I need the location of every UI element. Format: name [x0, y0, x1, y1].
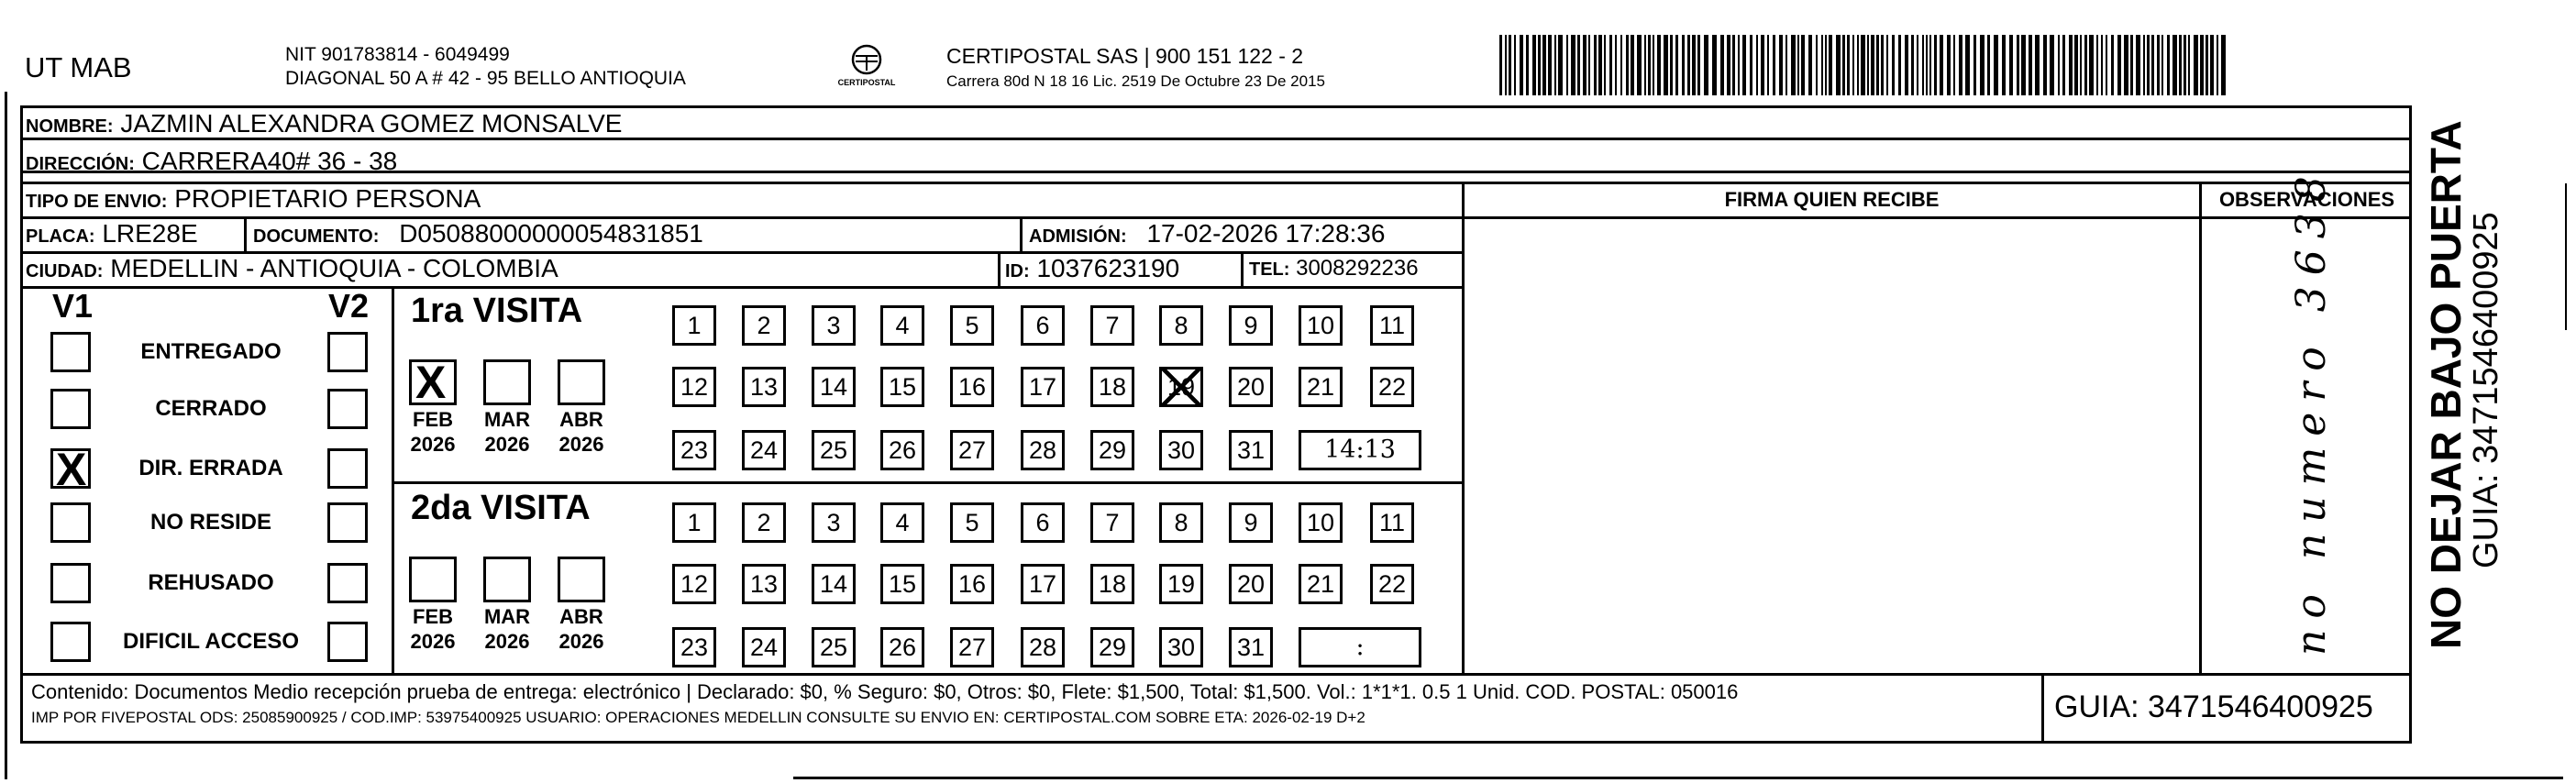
plate-cell	[26, 218, 198, 252]
barcode-bar	[1514, 35, 1516, 95]
signature-area[interactable]	[1467, 218, 2196, 671]
barcode-bar	[1816, 35, 1818, 95]
barcode-bar	[1825, 35, 1827, 95]
barcode-bar	[1905, 35, 1908, 95]
barcode-bar	[2058, 35, 2060, 95]
plate-label: PLACA:	[26, 226, 95, 247]
barcode-bar	[1712, 35, 1717, 95]
shipping-type-row	[26, 183, 481, 217]
barcode-bar	[1631, 35, 1634, 95]
day-box[interactable]: 24	[742, 627, 786, 667]
barcode-bar	[1692, 35, 1696, 95]
day-box[interactable]: 24	[742, 430, 786, 470]
tel-cell	[1249, 253, 1419, 285]
v1-checkbox[interactable]	[50, 332, 91, 372]
barcode-bar	[1526, 35, 1529, 95]
footer-guia: GUIA: 3471546400925	[2054, 689, 2373, 724]
barcode-bar	[1886, 35, 1888, 95]
month-label: MAR	[483, 605, 531, 628]
day-box[interactable]: 1	[672, 305, 716, 346]
day-box[interactable]: 16	[950, 367, 994, 407]
day-box[interactable]: 6	[1021, 305, 1065, 346]
barcode-bar	[1637, 35, 1642, 95]
v1-checkbox[interactable]	[50, 563, 91, 603]
day-box[interactable]: 18	[1090, 564, 1134, 604]
barcode-bar	[1542, 35, 1546, 95]
recipient-name-row	[26, 108, 622, 142]
admission-value: 17-02-2026 17:28:36	[1146, 219, 1386, 248]
barcode-bar	[1842, 35, 1845, 95]
day-box[interactable]: 17	[1021, 367, 1065, 407]
city-label: CIUDAD:	[26, 261, 104, 281]
barcode-bar	[2002, 35, 2006, 95]
barcode-bar	[1898, 35, 1901, 95]
month-checkbox[interactable]	[483, 359, 531, 405]
day-box[interactable]: 4	[880, 502, 924, 543]
barcode-bar	[1742, 35, 1746, 95]
status-label: CERRADO	[155, 396, 267, 421]
barcode-bar	[1675, 35, 1678, 95]
day-box[interactable]: 13	[742, 564, 786, 604]
day-box[interactable]: 21	[1299, 564, 1343, 604]
month-year-label: 2026	[410, 433, 456, 456]
check-mark: X	[56, 444, 87, 495]
barcode-bar	[1750, 35, 1752, 95]
barcode-bar	[1881, 35, 1884, 95]
barcode-bar	[1704, 35, 1708, 95]
footer-line-1: Contenido: Documentos Medio recepción prueba de entrega: electrónico | Declarado: $0, % Seguro: $0, Otros: $0, Flete: $1,500, Total: $1,500. Vol.: 1*1*1. 0.5 1 Unid. COD. POSTAL: 050016	[31, 680, 1739, 703]
barcode-bar	[1648, 35, 1651, 95]
day-box[interactable]: 22	[1370, 367, 1414, 407]
month-checkbox[interactable]	[483, 557, 531, 602]
barcode-bar	[2084, 35, 2087, 95]
barcode-bar	[1965, 35, 1970, 95]
day-box[interactable]: 2	[742, 502, 786, 543]
company-name: UT MAB	[25, 51, 132, 83]
barcode-bar	[2188, 35, 2190, 95]
barcode-bar	[2069, 35, 2073, 95]
v2-checkbox[interactable]	[327, 389, 368, 429]
v2-checkbox[interactable]	[327, 502, 368, 543]
day-box[interactable]: 29	[1090, 627, 1134, 667]
day-box[interactable]: 14	[812, 367, 856, 407]
status-label: DIR. ERRADA	[138, 456, 283, 480]
v2-checkbox[interactable]	[327, 563, 368, 603]
month-checkbox[interactable]	[558, 359, 605, 405]
barcode-bar	[2080, 35, 2082, 95]
barcode-bar	[2151, 35, 2154, 95]
barcode-bar	[1670, 35, 1673, 95]
month-label: ABR	[559, 605, 603, 628]
barcode-bar	[1973, 35, 1976, 95]
status-label: ENTREGADO	[140, 339, 282, 364]
barcode-bar	[1761, 35, 1764, 95]
month-year-label: 2026	[484, 630, 530, 653]
barcode-bar	[1505, 35, 1507, 95]
barcode-bar	[1953, 35, 1955, 95]
barcode-bar	[2143, 35, 2145, 95]
barcode-bar	[1520, 35, 1523, 95]
day-box[interactable]: 17	[1021, 564, 1065, 604]
city-cell	[26, 253, 558, 287]
day-box[interactable]: 14	[812, 564, 856, 604]
day-box[interactable]: 1	[672, 502, 716, 543]
barcode-bar	[1786, 35, 1787, 95]
barcode-bar	[1558, 35, 1563, 95]
barcode-bar	[2206, 35, 2208, 95]
check-mark: X	[415, 357, 447, 408]
barcode-bar	[1566, 35, 1568, 95]
barcode-bar	[1922, 35, 1924, 95]
barcode-bar	[1779, 35, 1783, 95]
side-guia: GUIA: 3471546400925	[2467, 212, 2505, 568]
recipient-name: JAZMIN ALEXANDRA GOMEZ MONSALVE	[120, 109, 623, 138]
day-box[interactable]: 10	[1299, 305, 1343, 346]
barcode-bar	[1720, 35, 1724, 95]
barcode-bar	[1861, 35, 1865, 95]
day-box[interactable]: 30	[1159, 430, 1203, 470]
day-box[interactable]: 19	[1159, 564, 1203, 604]
side-instruction: NO DEJAR BAJO PUERTA	[2422, 120, 2470, 649]
month-label: MAR	[483, 408, 531, 431]
carrier-name: CERTIPOSTAL SAS | 900 151 122 - 2	[946, 44, 1304, 68]
day-box[interactable]: 9	[1229, 305, 1273, 346]
v2-checkbox[interactable]	[327, 448, 368, 489]
day-box[interactable]: 12	[672, 564, 716, 604]
barcode-bar	[1940, 35, 1943, 95]
day-box[interactable]: 8	[1159, 305, 1203, 346]
barcode-bar	[2089, 35, 2094, 95]
month-year-label: 2026	[410, 630, 456, 653]
barcode-bar	[1767, 35, 1769, 95]
v2-label: V2	[328, 287, 370, 325]
certipostal-logo	[830, 41, 903, 96]
month-checkbox[interactable]	[409, 357, 457, 408]
month-checkbox[interactable]	[409, 557, 457, 602]
barcode-bar	[1609, 35, 1612, 95]
barcode-bar	[2147, 35, 2150, 95]
day-box[interactable]: 6	[1021, 502, 1065, 543]
barcode-bar	[1583, 35, 1587, 95]
barcode-bar	[1687, 35, 1690, 95]
barcode-bar	[1917, 35, 1918, 95]
day-box[interactable]: 18	[1090, 367, 1134, 407]
document-label: DOCUMENTO:	[253, 226, 380, 247]
barcode-bar	[2117, 35, 2121, 95]
document-value: D05088000000054831851	[399, 219, 703, 248]
day-box[interactable]: 23	[672, 627, 716, 667]
day-box[interactable]: 11	[1370, 502, 1414, 543]
barcode-bar	[1682, 35, 1685, 95]
day-box[interactable]: 13	[742, 367, 786, 407]
day-box[interactable]: 9	[1229, 502, 1273, 543]
day-box[interactable]: 28	[1021, 430, 1065, 470]
day-box[interactable]: 20	[1229, 367, 1273, 407]
day-box[interactable]: 2	[742, 305, 786, 346]
signature-header: FIRMA QUIEN RECIBE	[1724, 188, 1940, 211]
barcode-bar	[1871, 35, 1874, 95]
barcode-bar	[1756, 35, 1758, 95]
month-label: ABR	[559, 408, 603, 431]
day-box[interactable]: 7	[1090, 502, 1134, 543]
day-box[interactable]: 25	[812, 627, 856, 667]
v1-label: V1	[52, 287, 94, 325]
barcode-bar	[1626, 35, 1629, 95]
day-box[interactable]: 11	[1370, 305, 1414, 346]
day-box[interactable]: 19	[1159, 367, 1203, 407]
id-value: 1037623190	[1036, 254, 1180, 282]
barcode-bar	[2009, 35, 2013, 95]
month-label: FEB	[413, 605, 453, 628]
day-box[interactable]: 3	[812, 502, 856, 543]
barcode-bar	[2210, 35, 2214, 95]
visit-title: 2da VISITA	[411, 489, 591, 527]
barcode-bar	[2184, 35, 2186, 95]
barcode-bar	[2157, 35, 2160, 95]
day-box[interactable]: 16	[950, 564, 994, 604]
v1-checkbox[interactable]	[50, 444, 91, 495]
barcode-bar	[1509, 35, 1511, 95]
day-box[interactable]: 31	[1229, 430, 1273, 470]
barcode-bar	[2136, 35, 2140, 95]
month-year-label: 2026	[558, 630, 604, 653]
barcode-bar	[1773, 35, 1775, 95]
month-checkbox[interactable]	[558, 557, 605, 602]
barcode-bar	[1911, 35, 1914, 95]
barcode-bar	[1653, 35, 1654, 95]
barcode-bar	[1892, 35, 1895, 95]
barcode-bar	[1664, 35, 1668, 95]
day-box[interactable]: 7	[1090, 305, 1134, 346]
barcode-bar	[1615, 35, 1617, 95]
day-box[interactable]: 21	[1299, 367, 1343, 407]
day-box[interactable]: 30	[1159, 627, 1203, 667]
visit-title: 1ra VISITA	[411, 292, 583, 330]
barcode-bar	[1538, 35, 1541, 95]
left-border	[5, 92, 7, 779]
day-box[interactable]: 4	[880, 305, 924, 346]
barcode-bar	[1697, 35, 1700, 95]
barcode-bar	[1598, 35, 1602, 95]
barcode-bar	[2096, 35, 2098, 95]
barcode-bar	[2111, 35, 2114, 95]
barcode-bar	[1934, 35, 1937, 95]
day-box[interactable]: 5	[950, 502, 994, 543]
v1-checkbox[interactable]	[50, 502, 91, 543]
day-box[interactable]: 10	[1299, 502, 1343, 543]
day-box[interactable]: 3	[812, 305, 856, 346]
barcode-bar	[1980, 35, 1985, 95]
barcode-bar	[1821, 35, 1823, 95]
observations-handwritten: no numero 3638	[2288, 165, 2335, 656]
barcode-bar	[2217, 35, 2218, 95]
barcode-bar	[2062, 35, 2065, 95]
barcode-bar	[1620, 35, 1622, 95]
status-label: REHUSADO	[148, 570, 274, 595]
id-cell	[1005, 253, 1179, 287]
barcode-bar	[2074, 35, 2078, 95]
barcode-bar	[1532, 35, 1536, 95]
barcode-bar	[1571, 35, 1575, 95]
barcode-bar	[1548, 35, 1552, 95]
barcode-bar	[2167, 35, 2170, 95]
barcode-bar	[2221, 35, 2226, 95]
recipient-address: CARRERA40# 36 - 38	[141, 147, 398, 175]
barcode-bar	[2200, 35, 2204, 95]
barcode-bar	[1727, 35, 1730, 95]
bottom-border	[793, 777, 2563, 779]
barcode-bar	[1929, 35, 1931, 95]
day-box[interactable]: 8	[1159, 502, 1203, 543]
barcode-bar	[2179, 35, 2182, 95]
barcode-bar	[2021, 35, 2026, 95]
barcode-bar	[1867, 35, 1869, 95]
day-box[interactable]: 25	[812, 430, 856, 470]
admission-label: ADMISIÓN:	[1029, 226, 1127, 247]
barcode-bar	[2106, 35, 2107, 95]
v2-checkbox[interactable]	[327, 332, 368, 372]
barcode-bar	[2035, 35, 2040, 95]
day-box[interactable]: 31	[1229, 627, 1273, 667]
barcode-bar	[1657, 35, 1661, 95]
tel-label: TEL:	[1249, 259, 1290, 280]
barcode-bar	[1857, 35, 1859, 95]
barcode-bar	[1987, 35, 1990, 95]
barcode	[1499, 35, 2228, 95]
barcode-bar	[1808, 35, 1812, 95]
city-value: MEDELLIN - ANTIOQUIA - COLOMBIA	[110, 254, 558, 282]
barcode-bar	[2161, 35, 2163, 95]
status-label: DIFICIL ACCESO	[122, 629, 299, 654]
barcode-bar	[1791, 35, 1796, 95]
document-cell	[253, 218, 703, 252]
company-address: DIAGONAL 50 A # 42 - 95 BELLO ANTIOQUIA	[285, 68, 686, 89]
barcode-bar	[1588, 35, 1590, 95]
day-box[interactable]: 26	[880, 627, 924, 667]
shipping-type: PROPIETARIO PERSONA	[174, 184, 481, 213]
day-box[interactable]: 27	[950, 430, 994, 470]
company-nit: NIT 901783814 - 6049499	[285, 44, 510, 65]
day-box[interactable]: 23	[672, 430, 716, 470]
day-box[interactable]: 28	[1021, 627, 1065, 667]
barcode-bar	[2130, 35, 2133, 95]
barcode-bar	[2124, 35, 2128, 95]
barcode-bar	[2043, 35, 2047, 95]
address-label: DIRECCIÓN:	[26, 154, 135, 174]
plate-value: LRE28E	[102, 219, 198, 248]
tel-value: 3008292236	[1296, 256, 1419, 281]
barcode-bar	[1732, 35, 1735, 95]
day-box[interactable]: 20	[1229, 564, 1273, 604]
carrier-license: Carrera 80d N 18 16 Lic. 2519 De Octubre 23 De 2015	[946, 72, 1325, 90]
admission-cell	[1029, 218, 1385, 252]
id-label: ID:	[1005, 261, 1030, 281]
barcode-bar	[1604, 35, 1606, 95]
v1-checkbox[interactable]	[50, 622, 91, 662]
barcode-bar	[1594, 35, 1597, 95]
day-box[interactable]: 12	[672, 367, 716, 407]
barcode-bar	[1499, 35, 1502, 95]
barcode-bar	[2194, 35, 2198, 95]
v2-checkbox[interactable]	[327, 622, 368, 662]
barcode-bar	[1801, 35, 1805, 95]
status-label: NO RESIDE	[149, 510, 272, 535]
shipping-type-label: TIPO DE ENVIO:	[26, 192, 168, 212]
barcode-bar	[2029, 35, 2032, 95]
barcode-bar	[2101, 35, 2103, 95]
day-box[interactable]: 5	[950, 305, 994, 346]
barcode-bar	[1947, 35, 1951, 95]
footer-line-2: IMP POR FIVEPOSTAL ODS: 25085900925 / COD.IMP: 53975400925 USUARIO: OPERACIONES MEDELLIN CONSULTE SU ENVIO EN: CERTIPOSTAL.COM SOBRE ETA: 2026-02-19 D+2	[31, 709, 1365, 726]
barcode-bar	[1847, 35, 1850, 95]
barcode-bar	[1577, 35, 1580, 95]
observations-header: OBSERVACIONES	[2218, 188, 2395, 211]
day-box[interactable]: 22	[1370, 564, 1414, 604]
right-edge-mark	[2565, 183, 2567, 330]
barcode-bar	[2017, 35, 2019, 95]
barcode-bar	[1852, 35, 1854, 95]
month-year-label: 2026	[484, 433, 530, 456]
barcode-bar	[1797, 35, 1799, 95]
time-box[interactable]: :	[1299, 627, 1421, 667]
barcode-bar	[1926, 35, 1928, 95]
day-box[interactable]: 26	[880, 430, 924, 470]
barcode-bar	[1738, 35, 1740, 95]
day-box[interactable]: 15	[880, 367, 924, 407]
name-label: NOMBRE:	[26, 116, 114, 137]
day-box[interactable]: 27	[950, 627, 994, 667]
day-box[interactable]: 15	[880, 564, 924, 604]
barcode-bar	[2050, 35, 2054, 95]
barcode-bar	[2172, 35, 2177, 95]
barcode-bar	[1876, 35, 1879, 95]
day-box[interactable]: 29	[1090, 430, 1134, 470]
time-box[interactable]: 14:13	[1299, 430, 1421, 470]
month-label: FEB	[413, 408, 453, 431]
barcode-bar	[1836, 35, 1841, 95]
barcode-bar	[1554, 35, 1556, 95]
barcode-bar	[1959, 35, 1962, 95]
month-year-label: 2026	[558, 433, 604, 456]
barcode-bar	[1994, 35, 1998, 95]
v1-checkbox[interactable]	[50, 389, 91, 429]
barcode-bar	[1829, 35, 1832, 95]
barcode-bar	[1644, 35, 1646, 95]
svg-text:CERTIPOSTAL: CERTIPOSTAL	[837, 78, 896, 87]
recipient-address-row	[26, 146, 397, 180]
